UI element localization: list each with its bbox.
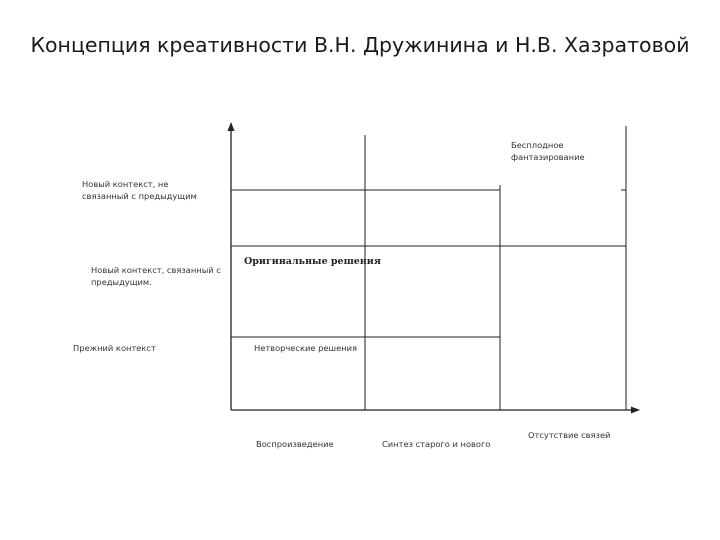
cell-fruitless-fantasy: Бесплодное фантазирование <box>511 140 585 162</box>
x-label-synthesis: Синтез старого и нового <box>382 439 491 449</box>
y-label-previous-context: Прежний контекст <box>73 343 156 353</box>
x-axis-arrow <box>631 407 640 414</box>
y-axis-arrow <box>228 122 235 131</box>
y-label-new-context-unrelated: Новый контекст, не связанный с предыдущим <box>82 179 197 201</box>
y-label-new-context-related: Новый контекст, связанный с предыдущим. <box>91 265 221 287</box>
cell-non-creative-solutions: Нетворческие решения <box>254 343 357 353</box>
x-label-reproduction: Воспроизведение <box>256 439 334 449</box>
page-title: Концепция креативности В.Н. Дружинина и Н.В. Хазратовой <box>30 33 690 57</box>
x-label-no-connections: Отсутствие связей <box>528 430 611 440</box>
cell-original-solutions: Оригинальные решения <box>244 256 381 267</box>
